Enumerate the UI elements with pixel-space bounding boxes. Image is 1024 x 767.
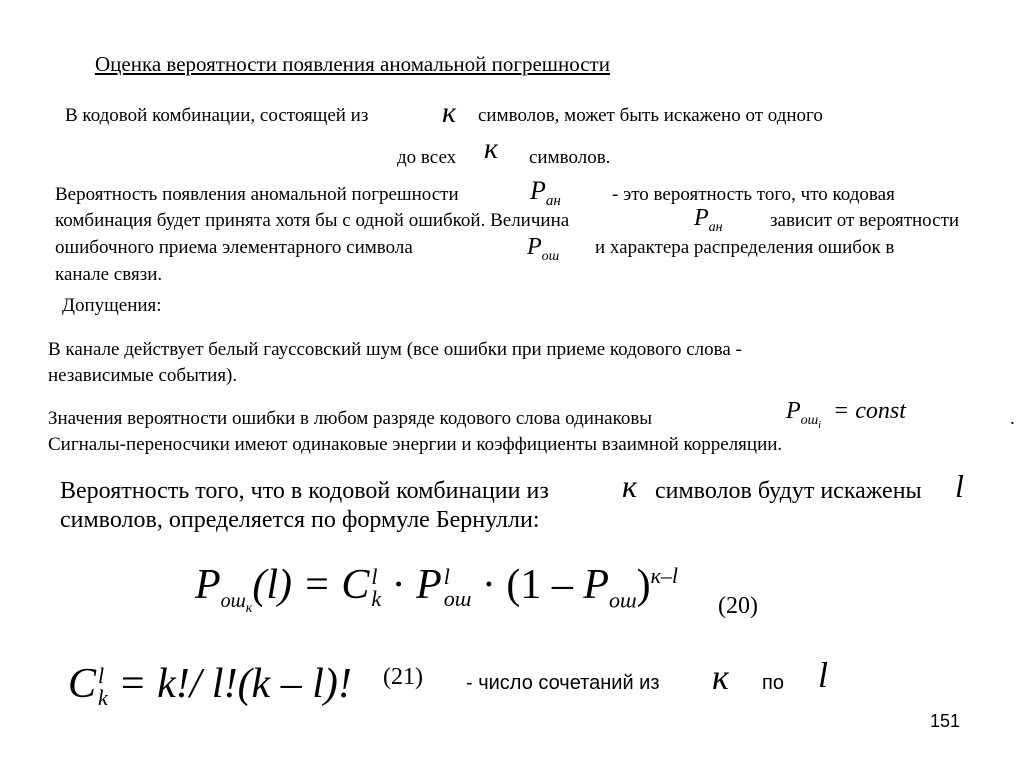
p-osh-letter: P xyxy=(527,234,542,260)
symbol-k: к xyxy=(712,657,729,697)
page-number: 151 xyxy=(930,711,961,731)
formula-20 xyxy=(195,555,678,615)
f20-mid: · (1 – xyxy=(471,562,584,608)
intro-line-2b: символов. xyxy=(529,147,611,168)
p-subsub: i xyxy=(818,419,822,431)
p-an-letter: P xyxy=(530,176,546,205)
symbol-k: к xyxy=(484,132,499,165)
formula-20-number: (20) xyxy=(718,593,758,619)
p-an-sub: ан xyxy=(545,193,561,210)
para1-line-2: комбинация будет принята хотя бы с одной ошибкой. Величина xyxy=(55,210,570,231)
para1-line-3: ошибочного приема элементарного символа xyxy=(55,237,413,258)
symbol-k: к xyxy=(622,468,637,504)
f21-rhs: = k!/ l!(k – l)! xyxy=(107,661,352,707)
p-sub: ош xyxy=(800,412,819,428)
intro-text-a: В кодовой комбинации, состоящей из xyxy=(65,105,369,126)
formula-21-po: по xyxy=(762,672,784,694)
f20-c: C xyxy=(341,562,370,608)
p-an-symbol-2 xyxy=(694,205,723,235)
f20-p2-sup: l xyxy=(443,564,450,590)
f20-p2-sub: ош xyxy=(443,586,472,612)
symbol-k: к xyxy=(442,96,457,129)
f20-c-sup: l xyxy=(371,564,378,590)
intro-line-2: до всех xyxy=(397,147,457,168)
assumptions-label: Допущения: xyxy=(62,295,162,316)
f20-close: ) xyxy=(636,562,651,608)
f20-p2: P xyxy=(416,562,442,608)
para1-line-3b: и характера распределения ошибок в xyxy=(595,237,895,258)
f21-c-sub: k xyxy=(98,685,108,711)
f21-c: C xyxy=(68,661,97,707)
f21-c-sup: l xyxy=(98,663,105,689)
p-osh-symbol xyxy=(527,234,560,264)
f20-exp: к–l xyxy=(650,563,679,588)
assumption2-line-1: Значения вероятности ошибки в любом разряде кодового слова одинаковы xyxy=(48,408,653,429)
symbol-l: l xyxy=(955,468,964,504)
bernoulli-line-1b: символов будут искажены xyxy=(655,478,922,504)
para1-line-1b: - это вероятность того, что кодовая xyxy=(612,184,895,205)
f20-p3: P xyxy=(583,562,609,608)
f20-c-sub: k xyxy=(371,586,382,612)
para1-line-4: канале связи. xyxy=(55,264,163,285)
f20-p-subsub: к xyxy=(245,601,253,617)
formula-21-number: (21) xyxy=(383,664,423,690)
f20-dot: · xyxy=(381,562,417,608)
intro-line-1 xyxy=(65,104,368,127)
p-osh-i-formula xyxy=(786,398,906,431)
f20-arg: (l) = xyxy=(252,562,342,608)
symbol-l: l xyxy=(818,655,829,695)
p-an-letter: P xyxy=(694,205,709,231)
assumption1-line-1: В канале действует белый гауссовский шум (все ошибки при приеме кодового слова - xyxy=(48,339,742,360)
p-osh-sub: ош xyxy=(541,248,560,264)
f20-p-sub: ош xyxy=(220,590,246,613)
const-text: = const xyxy=(833,398,906,424)
assumption2-dot: . xyxy=(1010,408,1015,429)
intro-line-1b: символов, может быть искажено от одного xyxy=(478,105,823,126)
page-title: Оценка вероятности появления аномальной погрешности xyxy=(95,52,610,76)
bernoulli-line-2: символов, определяется по формуле Бернулли: xyxy=(60,507,540,533)
para1-line-2b: зависит от вероятности xyxy=(770,210,960,231)
p-letter: P xyxy=(786,398,801,424)
p-an-sub: ан xyxy=(708,219,723,235)
f20-p: P xyxy=(195,562,221,608)
bernoulli-line-1: Вероятность того, что в кодовой комбинации из xyxy=(60,478,549,504)
formula-21 xyxy=(68,654,352,714)
formula-21-desc: - число сочетаний из xyxy=(466,672,660,694)
assumption1-line-2: независимые события). xyxy=(48,365,238,386)
assumption2-line-2: Сигналы-переносчики имеют одинаковые энергии и коэффициенты взаимной корреляции. xyxy=(48,434,783,455)
para1-line-1: Вероятность появления аномальной погрешности xyxy=(55,184,459,205)
p-an-symbol xyxy=(530,176,561,210)
f20-p3-sub: ош xyxy=(609,587,637,613)
